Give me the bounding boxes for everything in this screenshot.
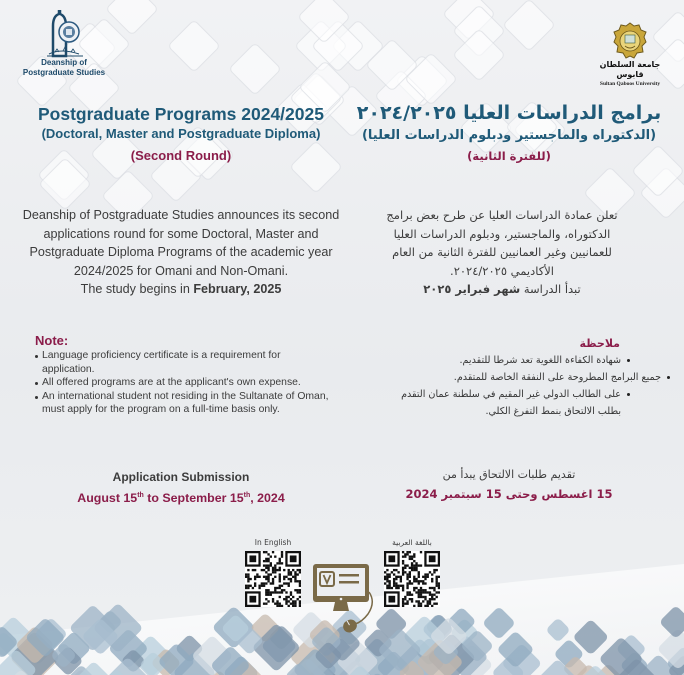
english-note-item: All offered programs are at the applicant's own expense.: [35, 376, 335, 390]
arabic-subtitle: (الدكتوراه والماجستير ودبلوم الدراسات العليا): [361, 128, 657, 143]
arabic-note-item: شهادة الكفاءة اللغوية تعد شرطا للتقديم.: [375, 352, 630, 369]
arabic-announcement-line: الأكاديمي ٢٠٢٤/٢٠٢٥.: [450, 263, 554, 278]
arabic-qr-label: باللغة العربية: [392, 538, 432, 547]
english-notes: [35, 333, 335, 417]
english-note-list: [35, 349, 335, 417]
arabic-announcement-line: للعمانيين وغير العمانيين للفترة الثانية من العام: [392, 245, 612, 260]
english-subtitle: (Doctoral, Master and Postgraduate Diploma): [41, 126, 321, 141]
english-announcement-text: Deanship of Postgraduate Studies announces its second applications round for some Doctoral, Master and Postgraduate Diploma Programs of the academic year 2024/2025 for Omani and Non-Omani.: [22, 208, 340, 278]
ordinal-suffix: th: [137, 492, 144, 499]
arabic-note-item: جميع البرامج المطروحة على النفقة الخاصة للمتقدم.: [375, 369, 670, 386]
arabic-note-list: [375, 352, 670, 420]
date-connector: to: [143, 491, 163, 506]
arabic-note-item: على الطالب الدولي غير المقيم في سلطنة عمان التقدم بطلب الالتحاق بنمط التفرغ الكلي.: [375, 386, 630, 420]
university-english-name: Sultan Qaboos University: [599, 81, 661, 87]
arabic-qr-section: [381, 537, 443, 607]
english-study-begins-date: February, 2025: [193, 282, 282, 296]
english-study-begins: [22, 280, 340, 299]
english-note-title: Note:: [35, 333, 69, 348]
deanship-caption-line1: Deanship of: [41, 58, 87, 67]
english-qr-code[interactable]: [245, 551, 301, 607]
arabic-announcement-line: الدكتوراه، والماجستير، ودبلوم الدراسات العليا: [393, 226, 611, 241]
arabic-notes: [375, 336, 670, 420]
english-title: Postgraduate Programs 2024/2025: [38, 104, 324, 124]
ordinal-suffix: th: [243, 492, 251, 499]
english-application-label: Application Submission: [112, 470, 250, 484]
arabic-study-begins-date: شهر فبراير ٢٠٢٥: [423, 282, 521, 297]
english-announcement: [22, 206, 340, 299]
arabic-application-dates: 15 اغسطس وحتى 15 سبتمبر 2024: [405, 487, 613, 501]
arabic-application-submission: [348, 466, 670, 504]
english-qr-section: [242, 537, 304, 607]
application-start-date: August 15: [77, 491, 138, 506]
university-arabic-name: جامعة السلطان قابوس: [599, 60, 661, 79]
arabic-study-begins: [352, 280, 652, 299]
arabic-study-begins-prefix: تبدأ الدراسة: [520, 282, 581, 297]
arabic-announcement: [352, 206, 652, 299]
university-crest-icon: [613, 22, 647, 60]
deanship-logo: [14, 10, 114, 78]
english-note-item: An international student not residing in the Sultanate of Oman, must apply for the program on a full-time basis only.: [35, 390, 335, 417]
english-application-submission: [22, 468, 340, 508]
english-qr-label: In English: [254, 538, 292, 547]
university-logo: [590, 22, 670, 88]
arabic-application-label: تقديم طلبات الالتحاق يبدأ من: [442, 468, 576, 481]
application-end-date: September 15: [162, 491, 244, 506]
english-study-begins-prefix: The study begins in: [80, 282, 194, 296]
application-year: , 2024: [250, 491, 285, 506]
arabic-round: (للفترة الثانية): [467, 149, 551, 163]
deanship-emblem-icon: [39, 10, 89, 58]
deanship-caption-line2: Postgraduate Studies: [22, 68, 106, 77]
arabic-announcement-line: تعلن عمادة الدراسات العليا عن طرح بعض برامج: [386, 208, 618, 222]
arabic-title: برامج الدراسات العليا ٢٠٢٤/٢٠٢٥: [356, 102, 662, 124]
english-application-dates: [22, 486, 340, 508]
english-note-item: Language proficiency certificate is a requirement for application.: [35, 349, 335, 376]
arabic-qr-code[interactable]: [384, 551, 440, 607]
computer-application-icon: [310, 562, 374, 638]
english-round: (Second Round): [130, 148, 232, 163]
arabic-note-title: ملاحظة: [579, 337, 620, 350]
